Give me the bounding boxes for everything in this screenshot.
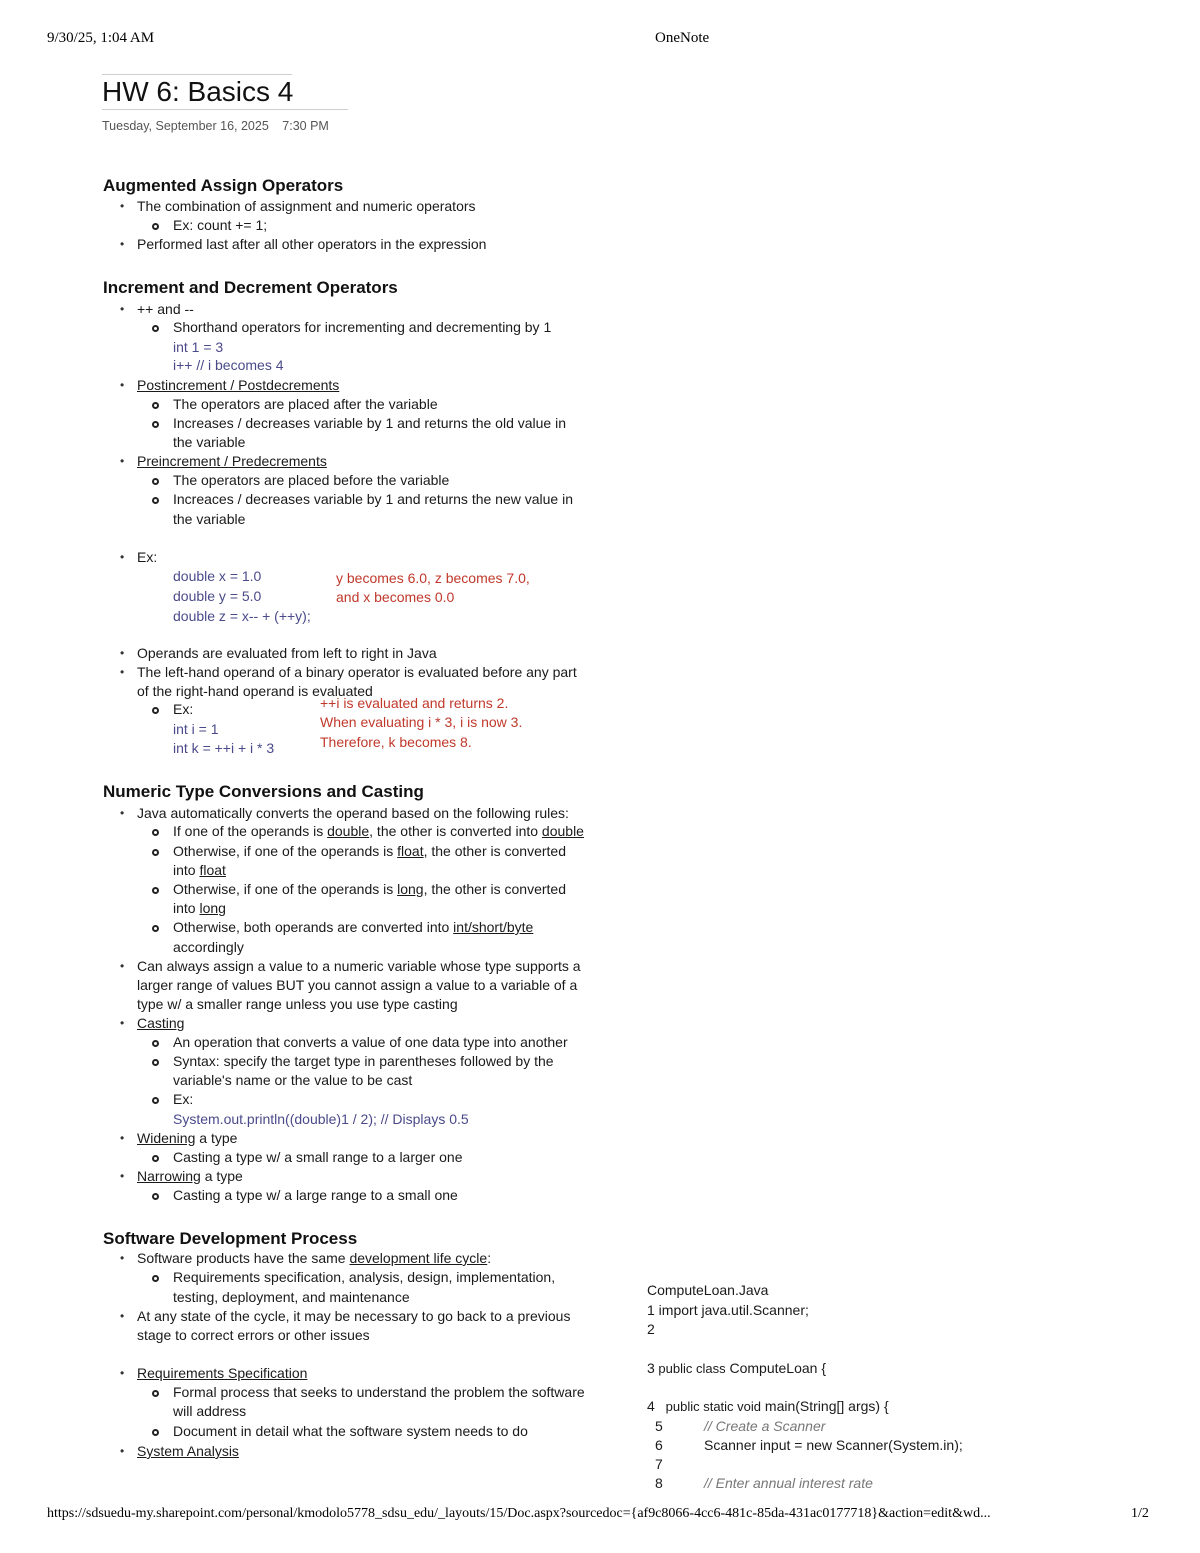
s2-example-y: double y = 5.0 [173, 588, 262, 604]
circle-bullet-icon [152, 1193, 159, 1200]
bullet-icon: • [120, 1169, 125, 1183]
code-line-2: 2 [647, 1321, 655, 1337]
s2-code-1: int 1 = 3 [173, 339, 224, 355]
s4-bullet-3: Requirements Specification [137, 1365, 308, 1381]
circle-bullet-icon [152, 223, 159, 230]
bullet-icon: • [120, 1444, 125, 1458]
s3-rule-4-line1: Otherwise, both operands are converted into int/short/byte [173, 919, 534, 935]
code-line-8-number: 8 [655, 1475, 663, 1491]
title-bottom-rule [102, 109, 348, 110]
s4-bullet-3b: Document in detail what the software system needs to do [173, 1423, 528, 1439]
s3-bullet-3b-line2: variable's name or the value to be cast [173, 1072, 413, 1088]
print-app-name: OneNote [655, 30, 710, 46]
s3-code-example: System.out.println((double)1 / 2); // Displays 0.5 [173, 1111, 469, 1127]
s2-bullet-3b-line2: the variable [173, 511, 246, 527]
s3-rule-2-line2: into float [173, 862, 226, 878]
code-line-1: 1 import java.util.Scanner; [647, 1302, 809, 1318]
bullet-icon: • [120, 378, 125, 392]
s2-bullet-2a: The operators are placed after the variable [173, 396, 438, 412]
circle-bullet-icon [152, 497, 159, 504]
s2-bullet-6-line1: The left-hand operand of a binary operator is evaluated before any part [137, 664, 577, 680]
s3-bullet-3a: An operation that converts a value of one data type into another [173, 1034, 568, 1050]
code-filename: ComputeLoan.Java [647, 1282, 769, 1298]
bullet-icon: • [120, 1309, 125, 1323]
circle-bullet-icon [152, 925, 159, 932]
circle-bullet-icon [152, 402, 159, 409]
s3-bullet-5a: Casting a type w/ a large range to a small one [173, 1187, 458, 1203]
code-line-5-comment: // Create a Scanner [704, 1418, 826, 1434]
circle-bullet-icon [152, 1429, 159, 1436]
s4-bullet-3a-line1: Formal process that seeks to understand the problem the software [173, 1384, 585, 1400]
s2-bullet-6-line2: of the right-hand operand is evaluated [137, 683, 373, 699]
bullet-icon: • [120, 1251, 125, 1265]
bullet-icon: • [120, 1016, 125, 1030]
s3-rule-2-line1: Otherwise, if one of the operands is float, the other is converted [173, 843, 567, 859]
s2-bullet-5: Operands are evaluated from left to right in Java [137, 645, 437, 661]
s3-bullet-2-line3: type w/ a smaller range unless you use type casting [137, 996, 458, 1012]
s2-note-4: When evaluating i * 3, i is now 3. [320, 714, 523, 730]
circle-bullet-icon [152, 1097, 159, 1104]
circle-bullet-icon [152, 1059, 159, 1066]
code-line-7-number: 7 [655, 1456, 663, 1472]
s3-bullet-4: Widening a type [137, 1130, 238, 1146]
circle-bullet-icon [152, 421, 159, 428]
s3-bullet-2-line1: Can always assign a value to a numeric variable whose type supports a [137, 958, 581, 974]
page-dateline [102, 119, 339, 133]
s2-bullet-3a: The operators are placed before the variable [173, 472, 450, 488]
bullet-icon: • [120, 550, 125, 564]
bullet-icon: • [120, 454, 125, 468]
heading-augmented-assign: Augmented Assign Operators [103, 176, 344, 195]
circle-bullet-icon [152, 1040, 159, 1047]
s1-bullet-1: The combination of assignment and numeric operators [137, 198, 476, 214]
code-line-5-number: 5 [655, 1418, 663, 1434]
s2-example-i: int i = 1 [173, 721, 219, 737]
bullet-icon: • [120, 959, 125, 973]
s2-bullet-2b-line2: the variable [173, 434, 246, 450]
code-line-8-comment: // Enter annual interest rate [704, 1475, 873, 1491]
bullet-icon: • [120, 302, 125, 316]
print-page-number: 1/2 [1131, 1506, 1149, 1521]
circle-bullet-icon [152, 707, 159, 714]
s2-example-z: double z = x-- + (++y); [173, 608, 311, 624]
circle-bullet-icon [152, 1390, 159, 1397]
s2-example-k: int k = ++i + i * 3 [173, 740, 275, 756]
s1-bullet-1a: Ex: count += 1; [173, 217, 268, 233]
page-date: Tuesday, September 16, 2025 [102, 119, 269, 133]
title-top-rule [102, 74, 292, 75]
circle-bullet-icon [152, 325, 159, 332]
bullet-icon: • [120, 1131, 125, 1145]
heading-numeric-conversions: Numeric Type Conversions and Casting [103, 782, 424, 801]
s2-code-2: i++ // i becomes 4 [173, 357, 284, 373]
s2-note-5: Therefore, k becomes 8. [320, 734, 472, 750]
s1-bullet-2: Performed last after all other operators in the expression [137, 236, 487, 252]
s3-rule-4-line2: accordingly [173, 939, 244, 955]
s4-bullet-1a-line2: testing, deployment, and maintenance [173, 1289, 410, 1305]
bullet-icon: • [120, 665, 125, 679]
bullet-icon: • [120, 199, 125, 213]
bullet-icon: • [120, 237, 125, 251]
circle-bullet-icon [152, 849, 159, 856]
s2-bullet-2: Postincrement / Postdecrements [137, 377, 340, 393]
s4-bullet-1a-line1: Requirements specification, analysis, design, implementation, [173, 1269, 556, 1285]
heading-software-development: Software Development Process [103, 1229, 358, 1248]
heading-increment-decrement: Increment and Decrement Operators [103, 278, 398, 297]
code-line-3: 3 public class ComputeLoan { [647, 1360, 827, 1376]
circle-bullet-icon [152, 1275, 159, 1282]
code-line-6-number: 6 [655, 1437, 663, 1453]
code-line-4: 4 public static void main(String[] args) { [647, 1398, 889, 1414]
s3-rule-3-line2: into long [173, 900, 226, 916]
s3-bullet-3c: Ex: [173, 1091, 194, 1107]
s2-note-2: and x becomes 0.0 [336, 589, 455, 605]
print-datetime: 9/30/25, 1:04 AM [47, 30, 155, 46]
circle-bullet-icon [152, 1155, 159, 1162]
circle-bullet-icon [152, 478, 159, 485]
s4-bullet-4: System Analysis [137, 1443, 239, 1459]
bullet-icon: • [120, 646, 125, 660]
s3-bullet-2-line2: larger range of values BUT you cannot assign a value to a variable of a [137, 977, 578, 993]
s3-bullet-4a: Casting a type w/ a small range to a larger one [173, 1149, 463, 1165]
s4-bullet-2-line1: At any state of the cycle, it may be necessary to go back to a previous [137, 1308, 571, 1324]
s3-rule-1: If one of the operands is double, the other is converted into double [173, 823, 584, 839]
bullet-icon: • [120, 806, 125, 820]
s4-bullet-2-line2: stage to correct errors or other issues [137, 1327, 370, 1343]
s3-bullet-3: Casting [137, 1015, 185, 1031]
s2-bullet-6a: Ex: [173, 701, 194, 717]
s2-bullet-2b-line1: Increases / decreases variable by 1 and returns the old value in [173, 415, 567, 431]
s4-bullet-1: Software products have the same development life cycle: [137, 1250, 492, 1266]
s2-note-1: y becomes 6.0, z becomes 7.0, [336, 570, 530, 586]
s2-bullet-3b-line1: Increaces / decreases variable by 1 and returns the new value in [173, 491, 574, 507]
s2-example-x: double x = 1.0 [173, 568, 262, 584]
s2-bullet-1a: Shorthand operators for incrementing and decrementing by 1 [173, 319, 552, 335]
print-url: https://sdsuedu-my.sharepoint.com/personal/kmodolo5778_sdsu_edu/_layouts/15/Doc.aspx?sourcedoc={af9c8066-4cc6-481c-85da-431ac0177718}&action=edit&wd... [47, 1506, 991, 1521]
s2-bullet-3: Preincrement / Predecrements [137, 453, 327, 469]
s4-bullet-3a-line2: will address [173, 1403, 247, 1419]
s2-note-3: ++i is evaluated and returns 2. [320, 695, 509, 711]
s2-bullet-1: ++ and -- [137, 301, 194, 317]
circle-bullet-icon [152, 829, 159, 836]
bullet-icon: • [120, 1366, 125, 1380]
page-title[interactable]: HW 6: Basics 4 [102, 76, 294, 107]
s2-bullet-4: Ex: [137, 549, 158, 565]
s3-bullet-5: Narrowing a type [137, 1168, 243, 1184]
page-time: 7:30 PM [282, 119, 329, 133]
circle-bullet-icon [152, 887, 159, 894]
s3-bullet-3b-line1: Syntax: specify the target type in parentheses followed by the [173, 1053, 554, 1069]
s3-rule-3-line1: Otherwise, if one of the operands is long, the other is converted [173, 881, 567, 897]
code-line-6: Scanner input = new Scanner(System.in); [704, 1437, 963, 1453]
s3-bullet-1: Java automatically converts the operand based on the following rules: [137, 805, 569, 821]
